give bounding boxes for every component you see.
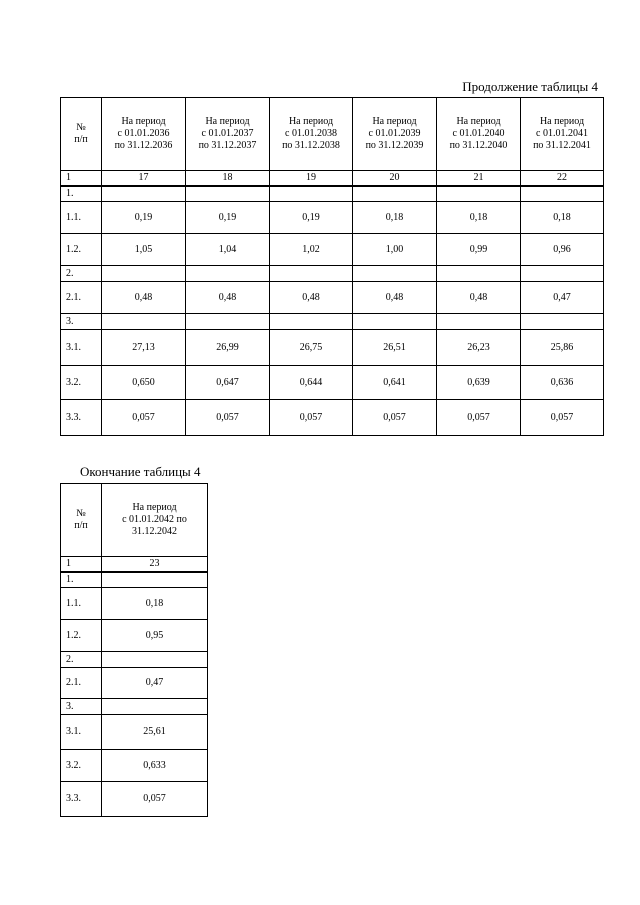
row-number-cell: 2.1.	[61, 282, 102, 314]
value-cell: 0,644	[270, 366, 353, 400]
row-number-cell: 1.1.	[61, 202, 102, 234]
value-cell	[186, 186, 270, 202]
value-cell: 0,18	[102, 588, 208, 620]
value-cell: 25,86	[521, 330, 604, 366]
value-cell	[270, 314, 353, 330]
value-cell	[353, 266, 437, 282]
column-index-cell: 20	[353, 171, 437, 186]
column-header-period: На период с 01.01.2036 по 31.12.2036	[102, 98, 186, 171]
table-row	[61, 202, 604, 234]
row-number-cell: 3.3.	[61, 782, 102, 817]
row-number-cell: 2.1.	[61, 668, 102, 699]
value-cell	[270, 266, 353, 282]
value-cell	[102, 572, 208, 588]
row-number-cell: 3.2.	[61, 750, 102, 782]
value-cell: 0,633	[102, 750, 208, 782]
column-index-cell: 17	[102, 171, 186, 186]
table-row	[61, 620, 208, 652]
value-cell	[437, 314, 521, 330]
column-header-period: На период с 01.01.2038 по 31.12.2038	[270, 98, 353, 171]
value-cell: 26,51	[353, 330, 437, 366]
value-cell	[521, 266, 604, 282]
table-row	[61, 782, 208, 817]
value-cell: 0,19	[270, 202, 353, 234]
row-number-cell: 3.	[61, 314, 102, 330]
table-row	[61, 266, 604, 282]
value-cell: 0,48	[186, 282, 270, 314]
row-number-cell: 3.2.	[61, 366, 102, 400]
row-number-cell: 1.	[61, 186, 102, 202]
table-caption-end: Окончание таблицы 4	[80, 464, 201, 479]
column-header-number: № п/п	[61, 98, 102, 171]
row-number-cell: 1.1.	[61, 588, 102, 620]
value-cell: 1,02	[270, 234, 353, 266]
row-number-cell: 2.	[61, 652, 102, 668]
table-4-continuation	[60, 97, 604, 436]
value-cell: 0,48	[270, 282, 353, 314]
column-index-row	[61, 557, 208, 572]
column-index-cell: 19	[270, 171, 353, 186]
value-cell: 26,75	[270, 330, 353, 366]
table-row	[61, 186, 604, 202]
column-header-number: № п/п	[61, 484, 102, 557]
row-number-cell: 3.3.	[61, 400, 102, 436]
row-number-cell: 3.1.	[61, 330, 102, 366]
value-cell: 1,05	[102, 234, 186, 266]
column-index-cell: 18	[186, 171, 270, 186]
value-cell: 0,48	[437, 282, 521, 314]
value-cell: 0,19	[102, 202, 186, 234]
value-cell: 27,13	[102, 330, 186, 366]
table-caption-continuation: Продолжение таблицы 4	[462, 79, 598, 94]
value-cell	[102, 652, 208, 668]
value-cell: 0,48	[102, 282, 186, 314]
table-row	[61, 314, 604, 330]
value-cell: 0,057	[102, 400, 186, 436]
value-cell	[102, 699, 208, 715]
value-cell: 0,057	[186, 400, 270, 436]
row-number-cell: 3.1.	[61, 715, 102, 750]
table-row	[61, 715, 208, 750]
row-number-cell: 1.2.	[61, 234, 102, 266]
value-cell	[186, 266, 270, 282]
row-number-cell: 2.	[61, 266, 102, 282]
value-cell: 0,057	[270, 400, 353, 436]
value-cell: 0,057	[353, 400, 437, 436]
value-cell: 0,95	[102, 620, 208, 652]
value-cell	[353, 186, 437, 202]
header-row	[61, 98, 604, 171]
value-cell: 0,96	[521, 234, 604, 266]
table-4-end	[60, 483, 208, 817]
column-header-period: На период с 01.01.2039 по 31.12.2039	[353, 98, 437, 171]
table-row	[61, 668, 208, 699]
row-number-cell: 1.	[61, 572, 102, 588]
value-cell	[521, 186, 604, 202]
value-cell	[102, 186, 186, 202]
value-cell: 0,47	[521, 282, 604, 314]
value-cell: 0,641	[353, 366, 437, 400]
column-index-cell: 21	[437, 171, 521, 186]
row-number-cell: 1.2.	[61, 620, 102, 652]
value-cell: 0,639	[437, 366, 521, 400]
table-row	[61, 750, 208, 782]
value-cell: 25,61	[102, 715, 208, 750]
table-row	[61, 588, 208, 620]
value-cell: 0,057	[521, 400, 604, 436]
column-index-cell: 22	[521, 171, 604, 186]
table-row	[61, 366, 604, 400]
value-cell	[102, 314, 186, 330]
value-cell: 0,18	[437, 202, 521, 234]
value-cell: 0,99	[437, 234, 521, 266]
value-cell: 0,636	[521, 366, 604, 400]
table-row	[61, 330, 604, 366]
value-cell: 26,99	[186, 330, 270, 366]
column-index-row	[61, 171, 604, 186]
table-row	[61, 699, 208, 715]
column-header-period: На период с 01.01.2042 по 31.12.2042	[102, 484, 208, 557]
value-cell: 26,23	[437, 330, 521, 366]
value-cell: 0,19	[186, 202, 270, 234]
value-cell: 0,18	[521, 202, 604, 234]
column-header-period: На период с 01.01.2037 по 31.12.2037	[186, 98, 270, 171]
value-cell	[437, 266, 521, 282]
table-row	[61, 282, 604, 314]
column-index-cell: 1	[61, 171, 102, 186]
table-row	[61, 572, 208, 588]
value-cell	[521, 314, 604, 330]
value-cell: 0,057	[102, 782, 208, 817]
table-row	[61, 652, 208, 668]
value-cell	[353, 314, 437, 330]
column-index-cell: 1	[61, 557, 102, 572]
value-cell: 1,04	[186, 234, 270, 266]
value-cell: 1,00	[353, 234, 437, 266]
value-cell: 0,48	[353, 282, 437, 314]
value-cell	[186, 314, 270, 330]
value-cell: 0,47	[102, 668, 208, 699]
value-cell: 0,057	[437, 400, 521, 436]
value-cell	[102, 266, 186, 282]
column-index-cell: 23	[102, 557, 208, 572]
value-cell	[437, 186, 521, 202]
column-header-period: На период с 01.01.2041 по 31.12.2041	[521, 98, 604, 171]
value-cell	[270, 186, 353, 202]
row-number-cell: 3.	[61, 699, 102, 715]
table-row	[61, 234, 604, 266]
value-cell: 0,18	[353, 202, 437, 234]
value-cell: 0,647	[186, 366, 270, 400]
header-row	[61, 484, 208, 557]
table-row	[61, 400, 604, 436]
value-cell: 0,650	[102, 366, 186, 400]
column-header-period: На период с 01.01.2040 по 31.12.2040	[437, 98, 521, 171]
